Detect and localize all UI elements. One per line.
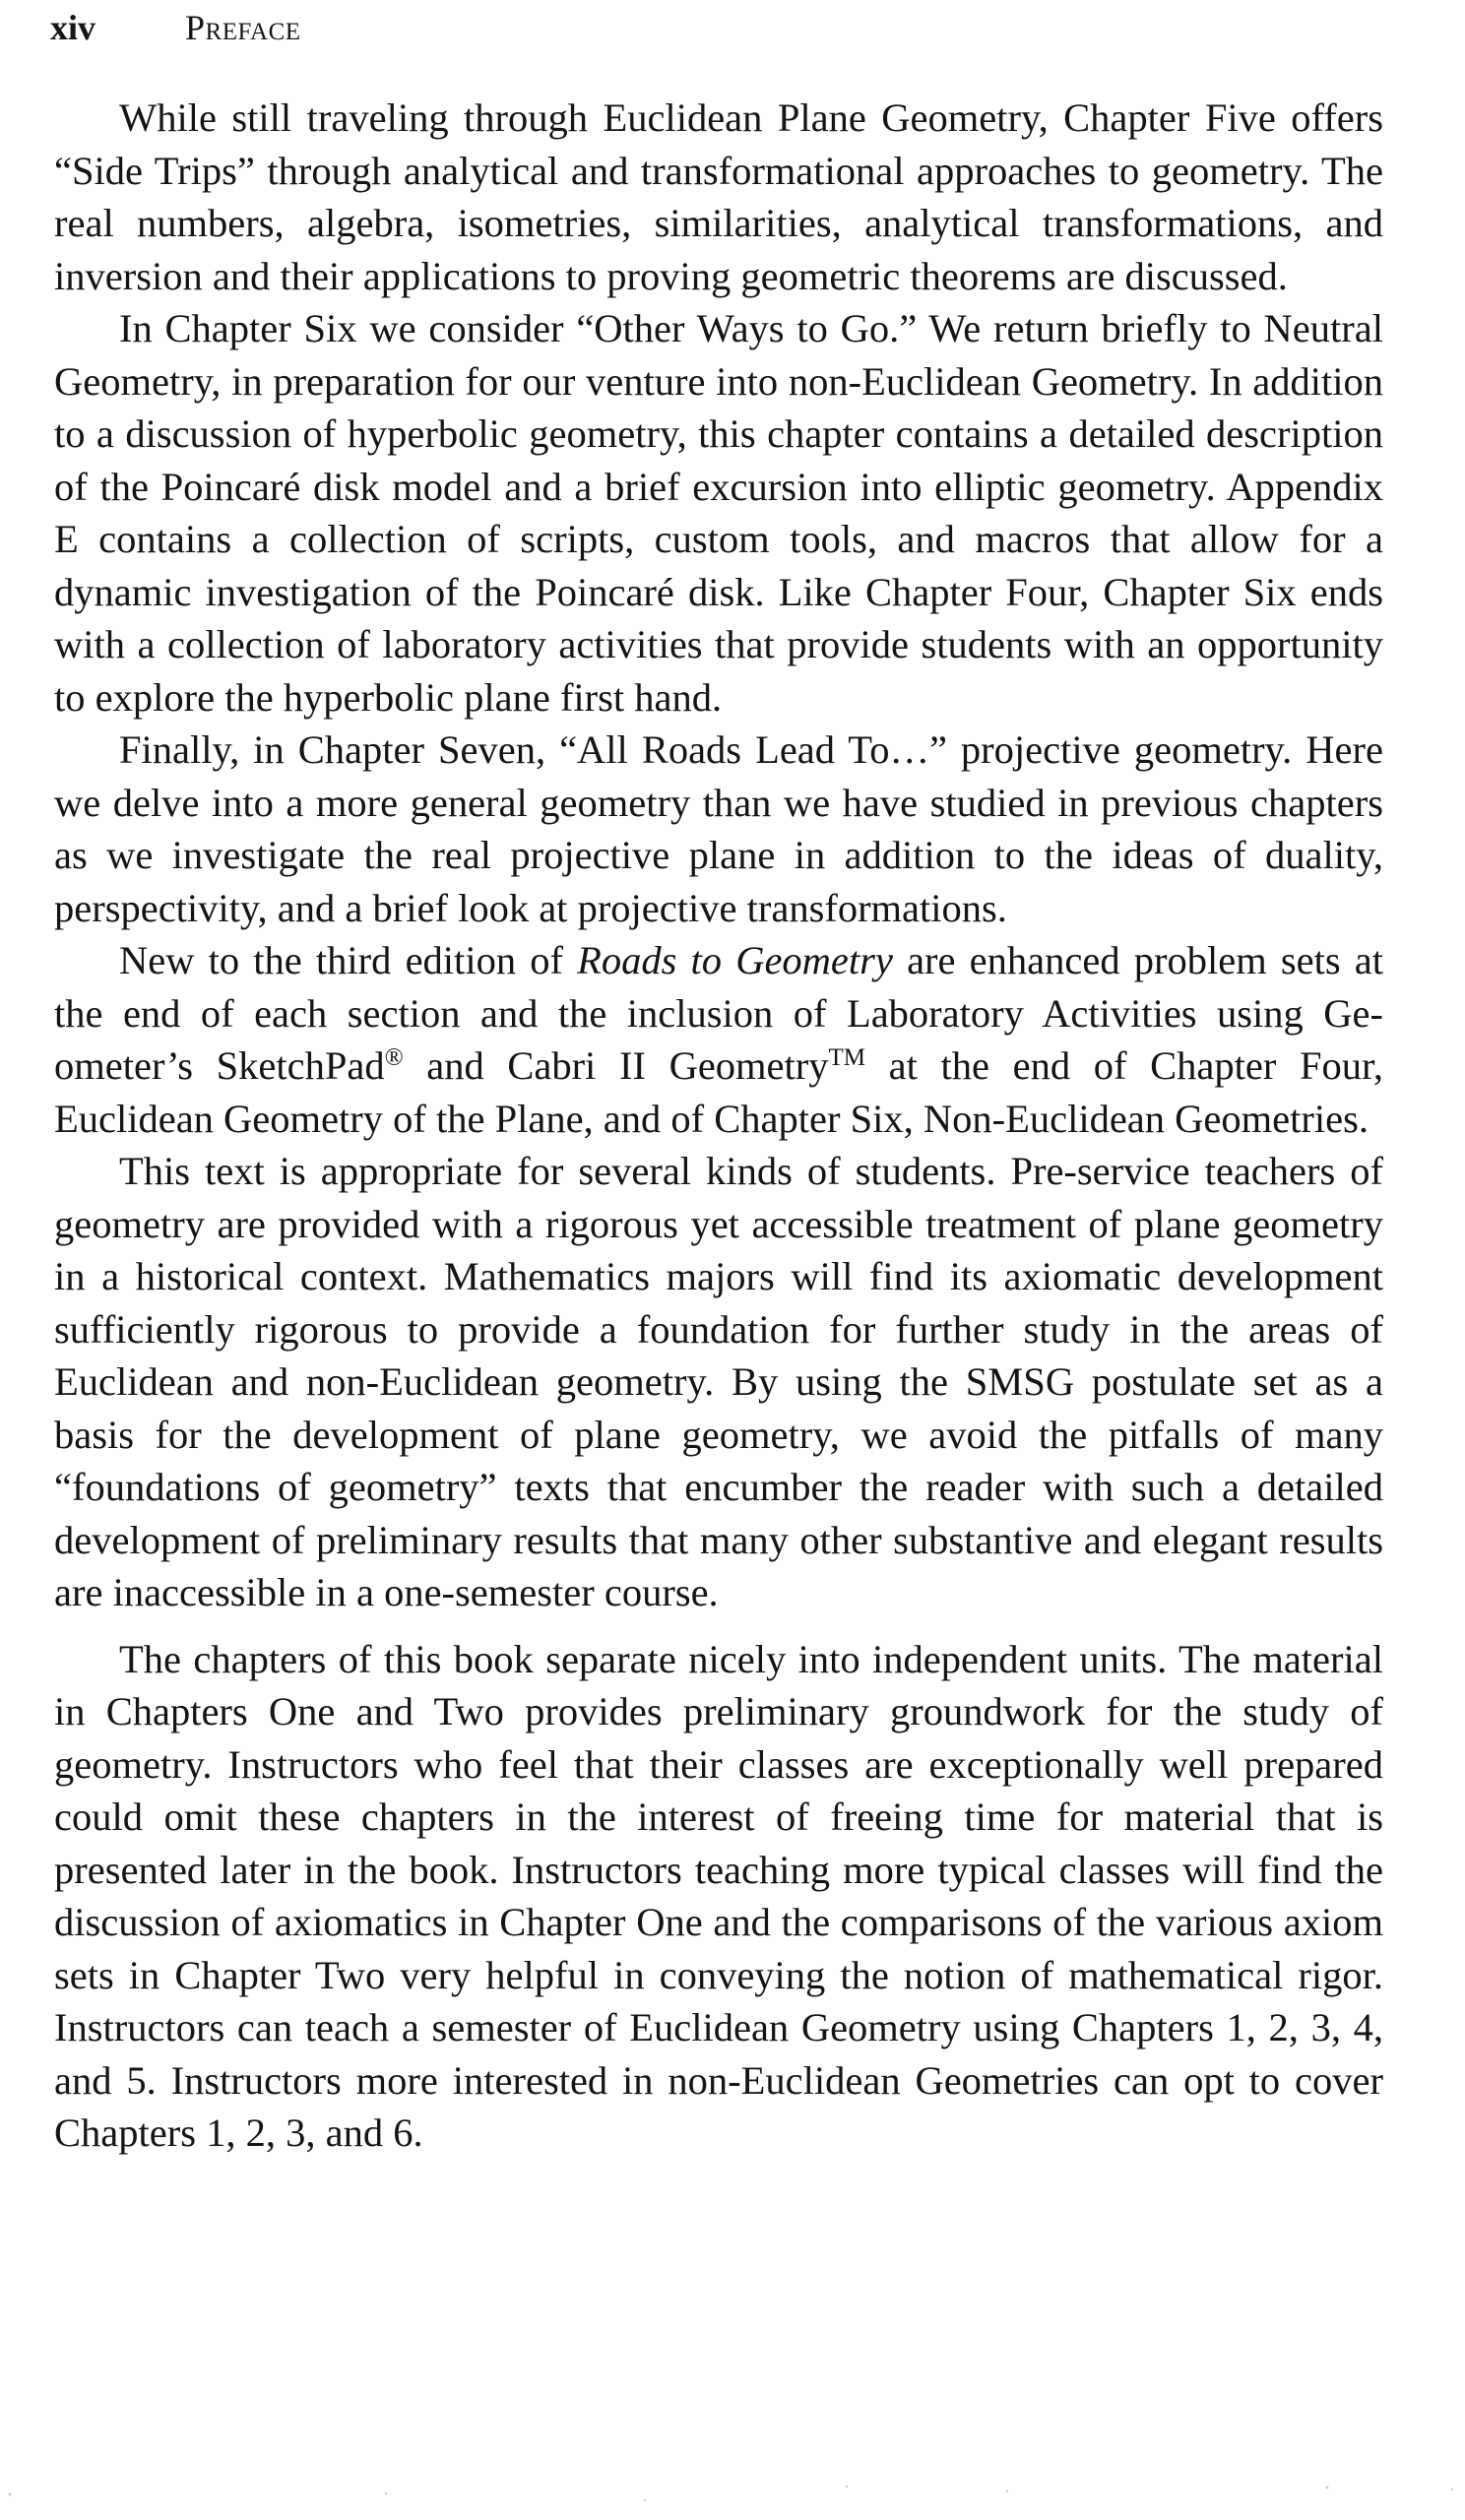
paragraph-chapter-seven: Finally, in Chapter Seven, “All Roads Lead To…” projective geometry. Here we delve into a more general geometry than we have studied in previous chapters as we investigate the real projective plane in addition to the ideas of duality, perspectivity, and a brief look at projective transformations.	[54, 727, 1383, 930]
paragraph-chapter-six: In Chapter Six we consider “Other Ways to Go.” We return briefly to Neutral Geometry, in preparation for our venture into non-Euclidean Geometry. In addition to a discussion of hyperbolic geometry, this chapter contains a detailed description of the Poincaré disk model and a brief excursion into elliptic geometry. Appendix E contains a collection of scripts, custom tools, and macros that allow for a dynamic investigation of the Poincaré disk. Like Chapter Four, Chapter Six ends with a collection of laboratory activities that provide students with an opportunity to explore the hyperbolic plane first hand.	[54, 306, 1383, 720]
third-edition-mid: are enhanced problem sets at the end of each section and the inclusion of Laboratory Activities using Geometer’s SketchPad	[54, 938, 1384, 1088]
section-title: Preface	[185, 8, 301, 47]
paragraph-audience: This text is appropriate for several kinds of students. Pre-service teachers of geometry are provided with a rigorous yet accessible treatment of plane geometry in a historical context. Mathematics majors will find its axiomatic development sufficiently rigorous to provide a foundation for further study in the areas of Euclidean and non-Euclidean geometry. By using the SMSG postulate set as a basis for the development of plane geometry, we avoid the pitfalls of many “foundations of geometry” texts that encumber the reader with such a detailed development of preliminary results that many other substantive and elegant results are inaccessible in a one-semester course.	[54, 1149, 1383, 1614]
third-edition-mid2: and Cabri II Geometry	[426, 1043, 829, 1088]
third-edition-intro: New to the third edition of	[119, 938, 563, 982]
paragraph-side-trips: While still traveling through Euclidean Plane Geometry, Chapter Five offers “Side Trips” through analytical and transformational approaches to geometry. The real numbers, algebra, isometries, similarities, analytical transformations, and inversion and their applications to proving geometric theorems are discussed.	[54, 95, 1383, 298]
paragraph-third-edition	[54, 934, 1383, 1145]
paragraph-chapter-units: The chapters of this book separate nicely into independent units. The material in Chapters One and Two provides preliminary groundwork for the study of geometry. Instructors who feel that their classes are exceptionally well prepared could omit these chapters in the interest of freeing time for material that is presented later in the book. Instructors teaching more typical classes will find the discussion of axiomatics in Chapter One and the comparisons of the various axiom sets in Chapter Two very helpful in conveying the notion of mathematical rigor. Instructors can teach a semester of Euclidean Geometry using Chapters 1, 2, 3, 4, and 5. Instructors more interested in non-Euclidean Geometries can opt to cover Chapters 1, 2, 3, and 6.	[54, 1636, 1383, 2155]
preface-body	[54, 92, 1383, 2160]
book-title: Roads to Geometry	[577, 938, 893, 982]
running-head	[50, 6, 301, 49]
third-edition-end: at the end of Chapter Four, Euclidean Geometry of the Plane, and of Chapter Six, Non-Euclidean Geometries.	[54, 1043, 1383, 1141]
scan-specks	[0, 2481, 1465, 2510]
registered-mark: ®	[384, 1044, 404, 1071]
trademark-mark: TM	[828, 1044, 866, 1071]
page-number: xiv	[50, 8, 96, 47]
